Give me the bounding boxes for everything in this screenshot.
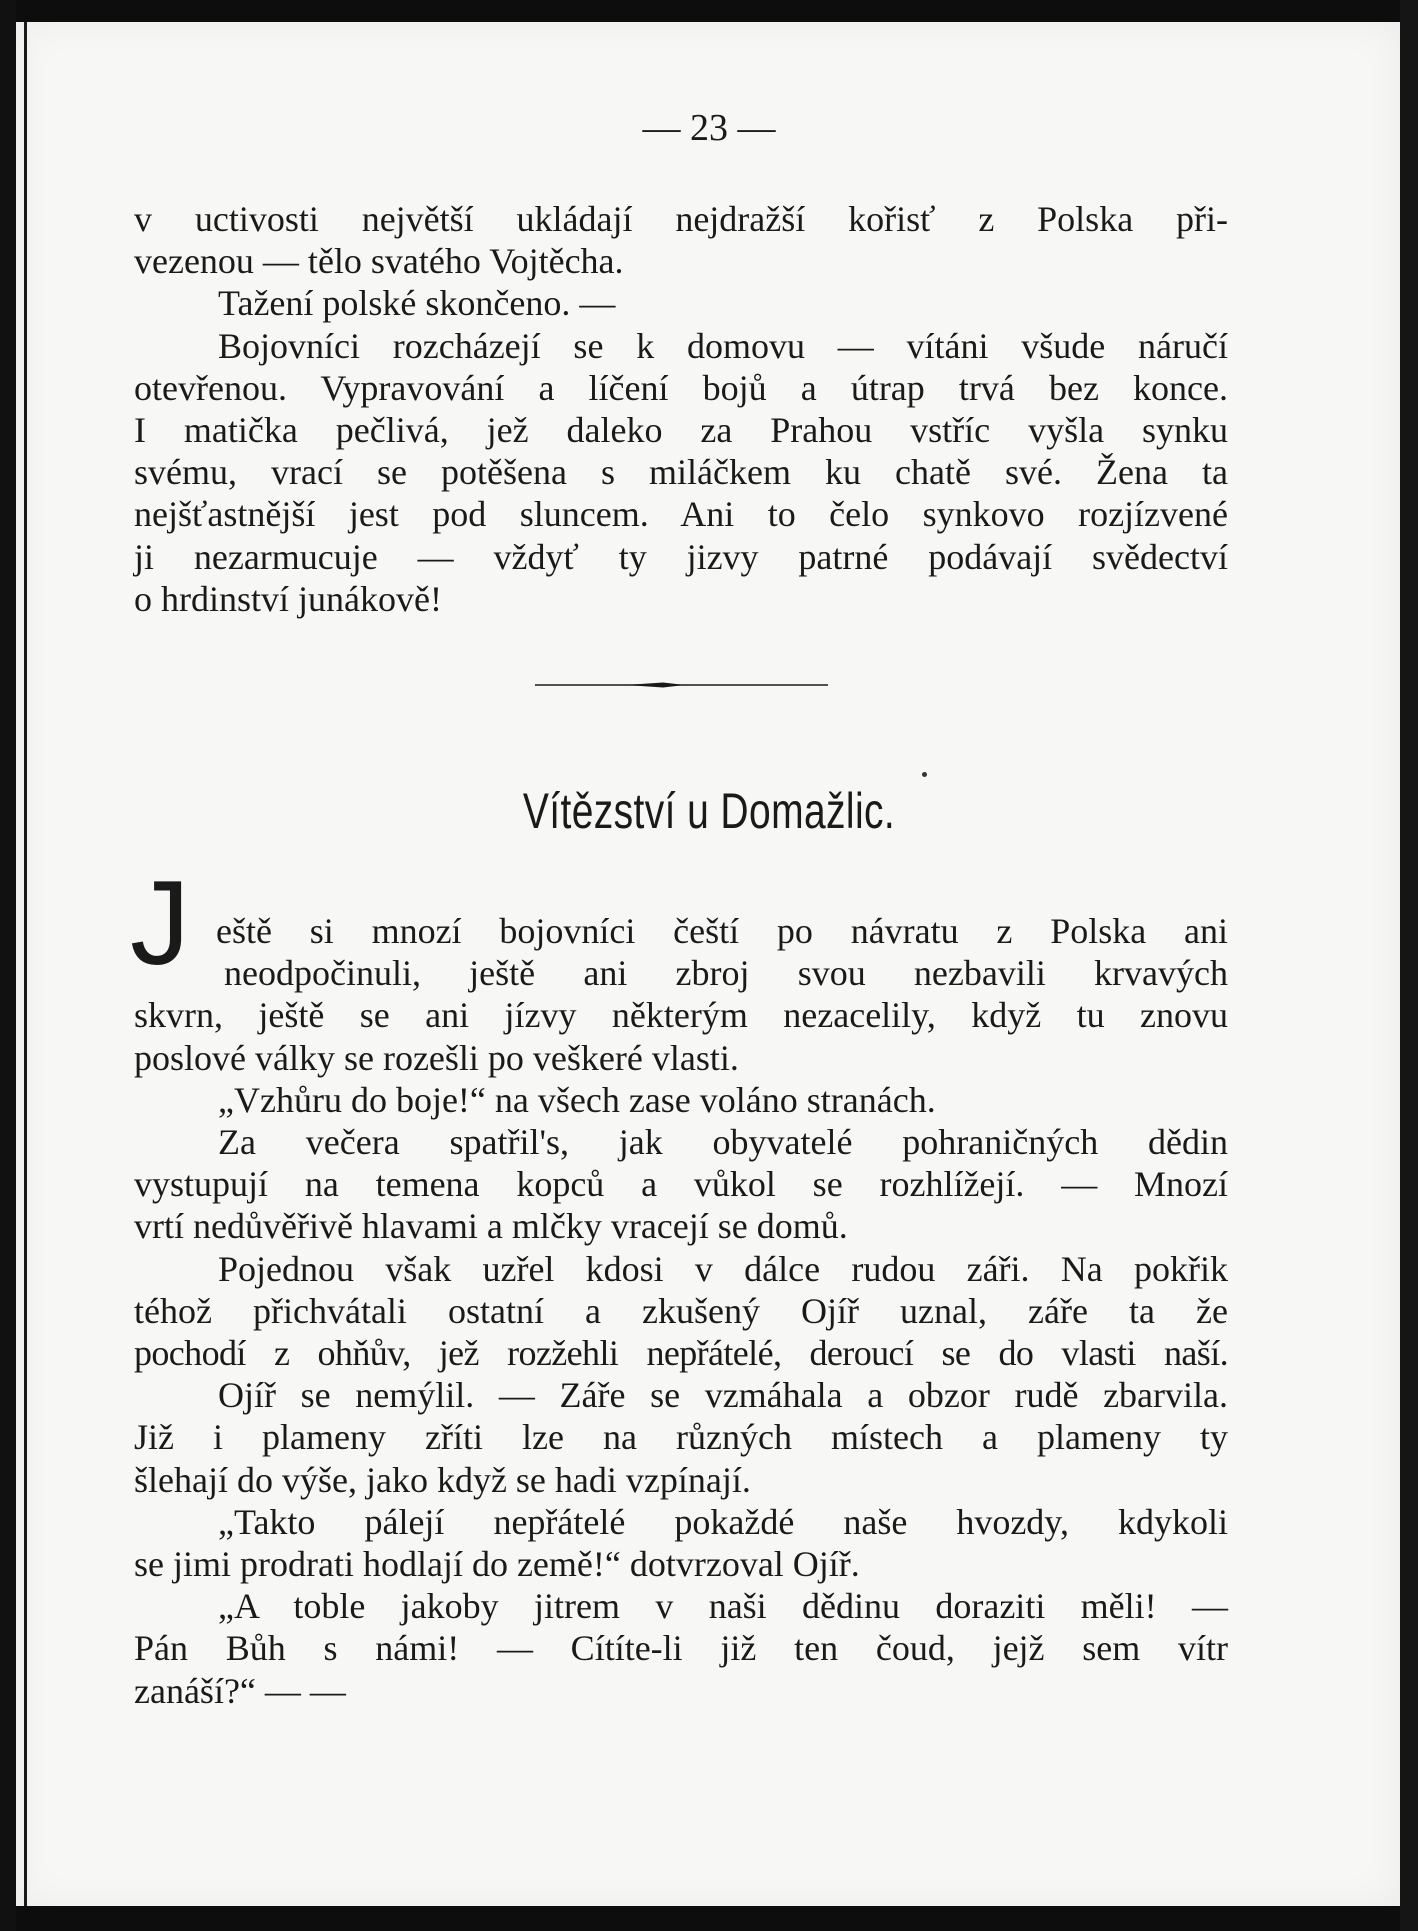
text-line: „Vzhůru do boje!“ na všech zase voláno stranách.: [218, 1079, 936, 1120]
page-number: — 23 —: [642, 107, 776, 149]
text-line: Již i plameny zříti lze na různých místech a plameny ty: [134, 1417, 1228, 1458]
scan-left-edge: [0, 0, 16, 1931]
text-line: o hrdinství junákově!: [134, 578, 442, 619]
text-line: v uctivosti největší ukládají nejdražší kořisť z Polska při-: [134, 199, 1228, 239]
text-line: téhož přichvátali ostatní a zkušený Ojíř uznal, záře ta že: [134, 1290, 1228, 1331]
print-speck: [922, 772, 927, 777]
text-line: I matička pečlivá, jež daleko za Prahou vstříc vyšla synku: [134, 410, 1228, 451]
text-line: poslové války se rozešli po veškeré vlasti.: [134, 1037, 739, 1078]
text-line: pochodí z ohňův, jež rozžehli nepřátelé, deroucí se do vlasti naší.: [134, 1333, 1228, 1374]
section-heading: Vítězství u Domažlic.: [522, 783, 896, 839]
text-line: svému, vrací se potěšena s miláčkem ku chatě své. Žena ta: [134, 452, 1228, 493]
text-line: otevřenou. Vypravování a líčení bojů a útrap trvá bez konce.: [134, 367, 1228, 408]
scan-right-edge: [1400, 0, 1418, 1931]
text-line: eště si mnozí bojovníci čeští po návratu z Polska ani: [216, 911, 1228, 951]
text-line: neodpočinuli, ještě ani zbroj svou nezbavili krvavých: [224, 953, 1228, 994]
text-line: zanáší?“ — —: [134, 1670, 346, 1711]
text-line: skvrn, ještě se ani jízvy některým nezacelily, když tu znovu: [134, 995, 1228, 1036]
text-line: vezenou — tělo svatého Vojtěcha.: [134, 241, 624, 282]
text-line: Bojovníci rozcházejí se k domovu — vítáni všude náručí: [218, 325, 1228, 366]
text-line: vystupují na temena kopců a vůkol se rozhlížejí. — Mnozí: [134, 1164, 1228, 1205]
text-line: „Takto pálejí nepřátelé pokaždé naše hvozdy, kdykoli: [218, 1501, 1228, 1542]
text-line: se jimi prodrati hodlají do země!“ dotvrzoval Ojíř.: [134, 1544, 860, 1585]
text-line: ji nezarmucuje — vždyť ty jizvy patrné podávají svědectví: [134, 536, 1228, 577]
text-line: „A toble jakoby jitrem v naši dědinu doraziti měli! —: [218, 1586, 1228, 1627]
drop-cap: J: [130, 856, 190, 990]
text-line: Pán Bůh s námi! — Cítíte-li již ten čoud, jejž sem vítr: [134, 1628, 1228, 1669]
text-line: Ojíř se nemýlil. — Záře se vzmáhala a obzor rudě zbarvila.: [218, 1375, 1228, 1416]
text-line: nejšťastnější jest pod sluncem. Ani to čelo synkovo rozjízvené: [134, 494, 1228, 535]
text-line: Pojednou však uzřel kdosi v dálce rudou záři. Na pokřik: [218, 1248, 1228, 1289]
text-line: Tažení polské skončeno. —: [218, 283, 616, 324]
text-line: Za večera spatřil's, jak obyvatelé pohraničných dědin: [218, 1122, 1228, 1163]
text-line: šlehají do výše, jako když se hadi vzpínají.: [134, 1459, 751, 1500]
top-passage: [134, 198, 1228, 620]
section-divider-ornament: [535, 681, 828, 689]
page-binding-line: [24, 22, 27, 1906]
section-body: [134, 910, 1228, 1712]
text-line: vrtí nedůvěřivě hlavami a mlčky vracejí se domů.: [134, 1206, 848, 1247]
